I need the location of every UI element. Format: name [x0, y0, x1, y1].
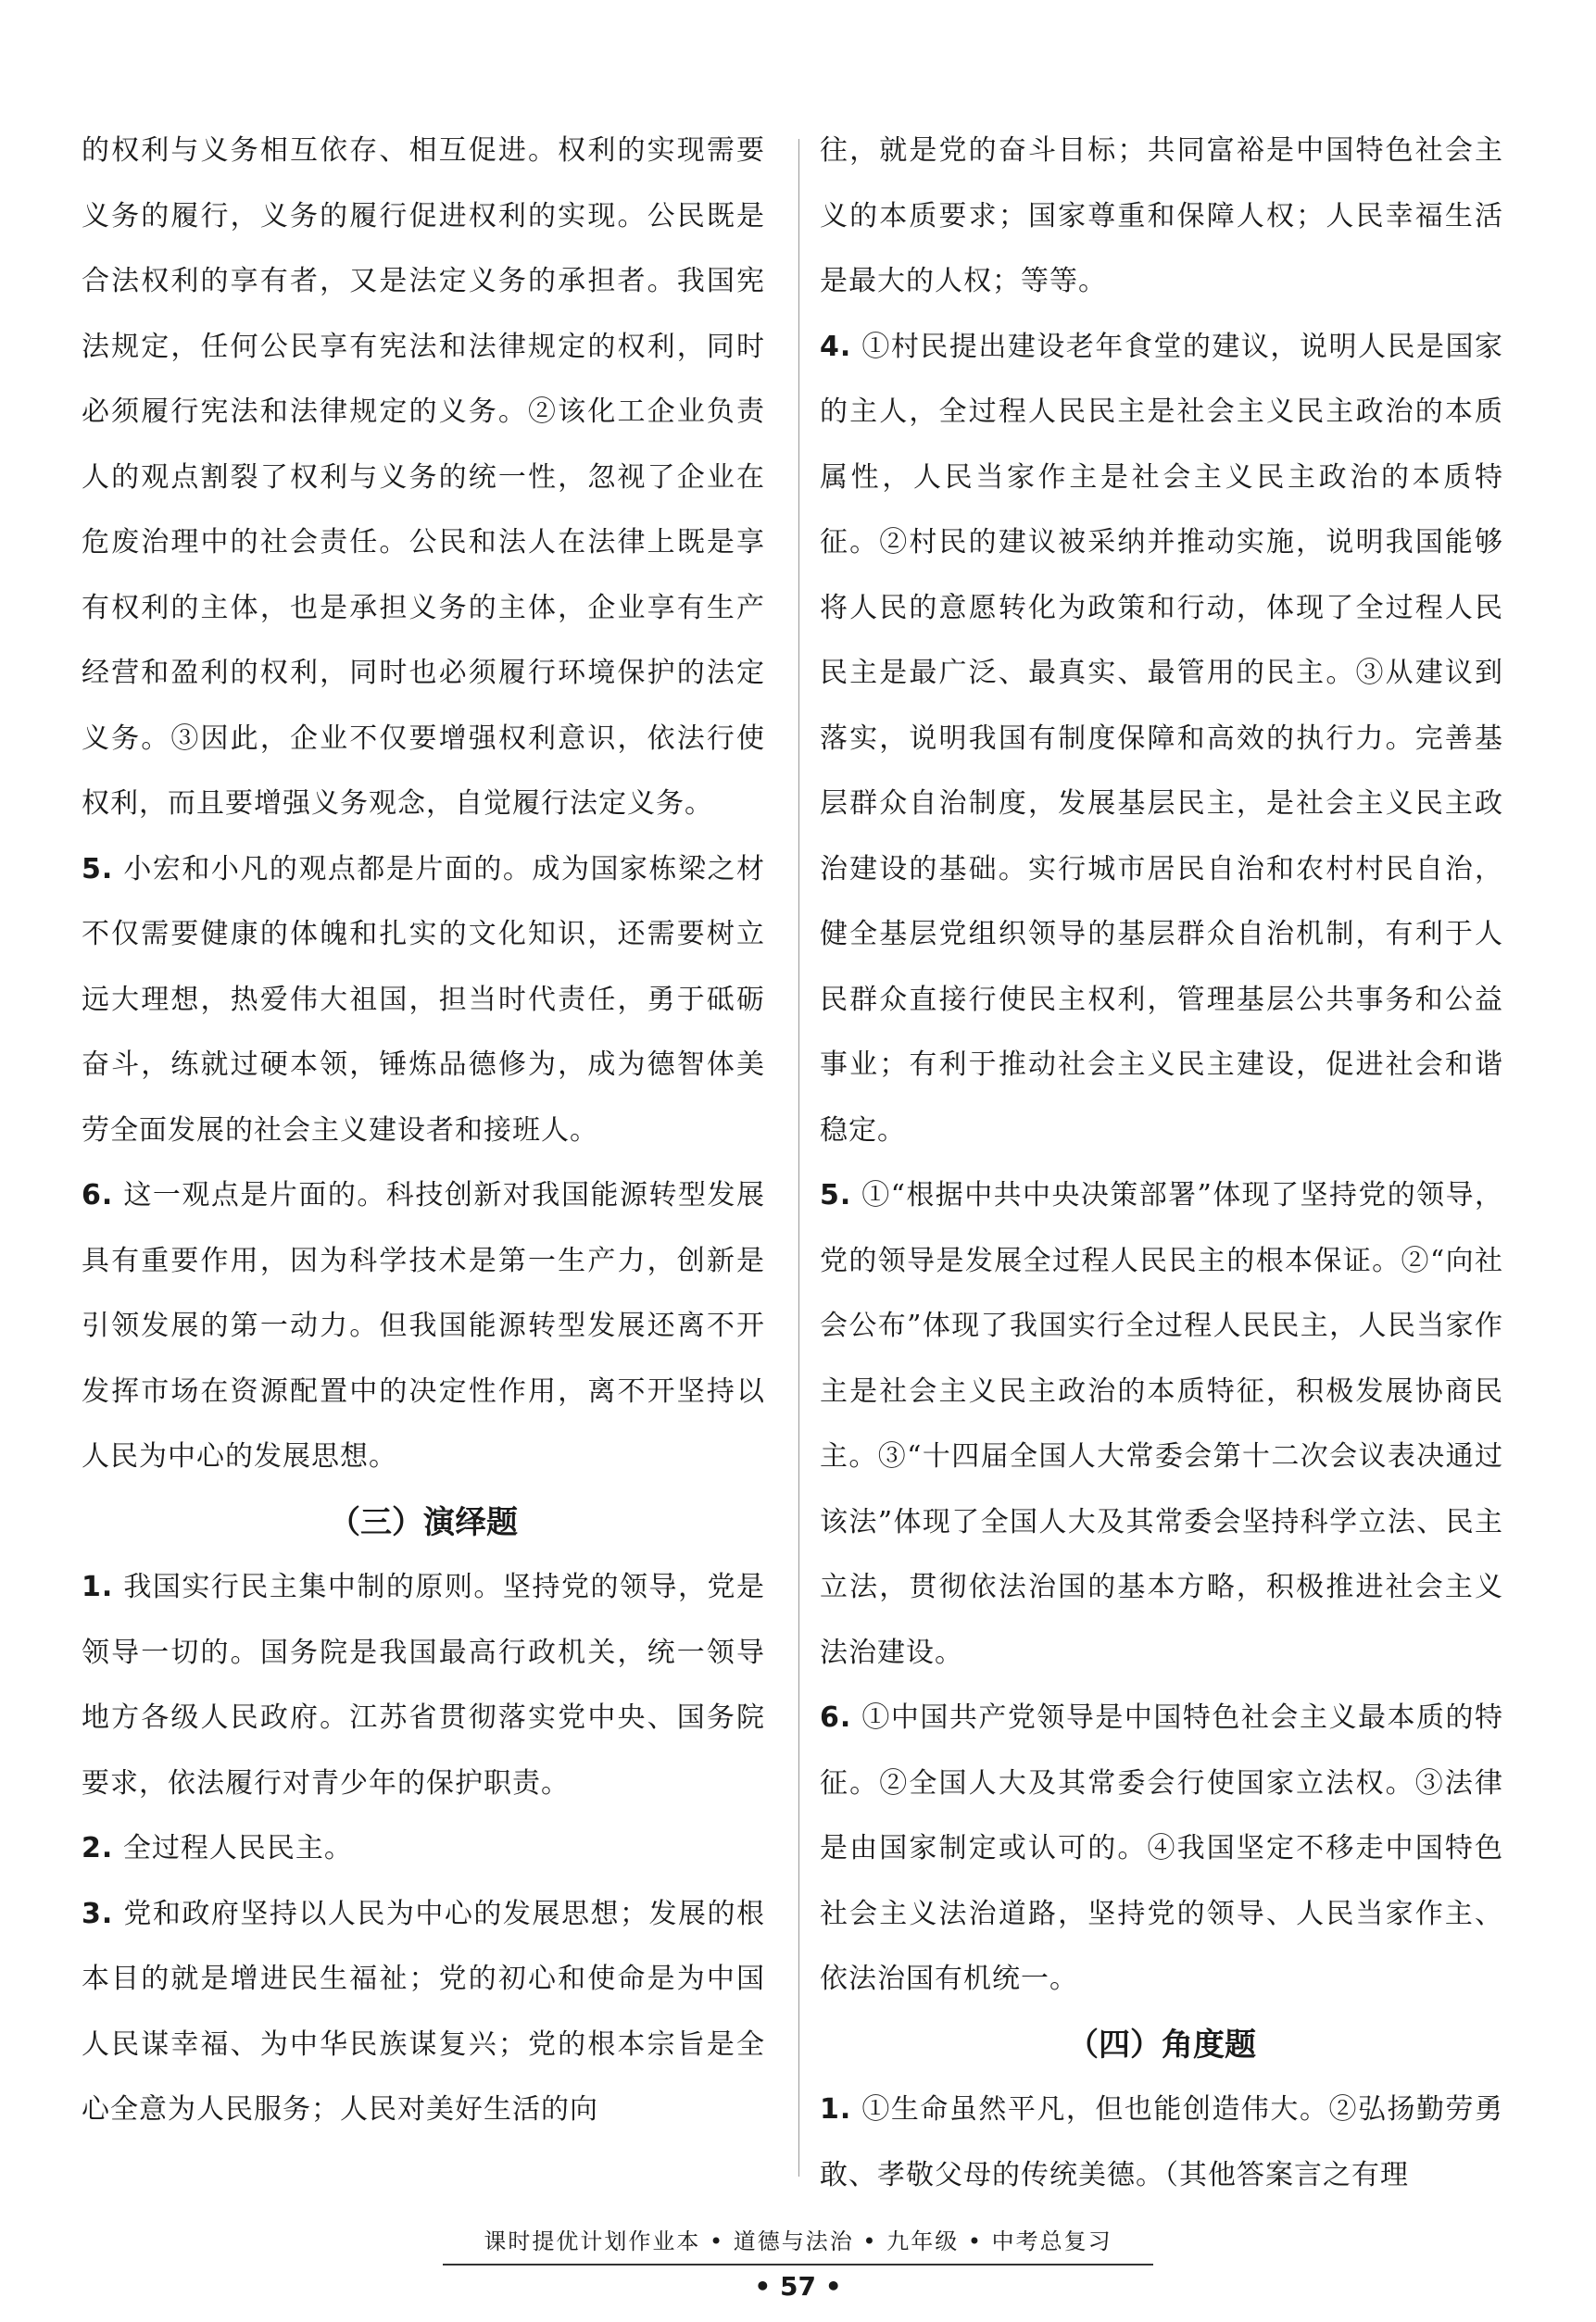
right-column [820, 119, 1503, 2208]
page-number: • 57 • [754, 2271, 842, 2302]
footer-rule [443, 2264, 1153, 2266]
left-column [82, 119, 765, 2143]
footer-book-title: 课时提优计划作业本 • 道德与法治 • 九年级 • 中考总复习 [484, 2228, 1112, 2254]
section-heading-deduction: （三）演绎题 [329, 1503, 518, 1541]
item-text: 这一观点是片面的。科技创新对我国能源转型发展具有重要作用，因为科学技术是第一生产力，创新是引领发展的第一动力。但我国能源转型发展还离不开发挥市场在资源配置中的决定性作用，离不开坚持以人民为中心的发展思想。 [82, 1179, 765, 1473]
item-text: ①村民提出建设老年食堂的建议，说明人民是国家的主人，全过程人民民主是社会主义民主政治的本质属性，人民当家作主是社会主义民主政治的本质特征。②村民的建议被采纳并推动实施，说明我国能够将人民的意愿转化为政策和行动，体现了全过程人民民主是最广泛、最真实、最管用的民主。③从建议到落实，说明我国有制度保障和高效的执行力。完善基层群众自治制度，发展基层民主，是社会主义民主政治建设的基础。实行城市居民自治和农村村民自治，健全基层党组织领导的基层群众自治机制，有利于人民群众直接行使民主权利，管理基层公共事务和公益事业；有利于推动社会主义民主建设，促进社会和谐稳定。 [820, 330, 1503, 1147]
item-text: ①“根据中共中央决策部署”体现了坚持党的领导，党的领导是发展全过程人民民主的根本保证。②“向社会公布”体现了我国实行全过程人民民主，人民当家作主是社会主义民主政治的本质特征，积极发展协商民主。③“十四届全国人大常委会第十二次会议表决通过该法”体现了全国人大及其常委会坚持科学立法、民主立法，贯彻依法治国的基本方略，积极推进社会主义法治建设。 [820, 1179, 1503, 1669]
answer-item-5 [820, 1163, 1503, 1686]
item-number: 4. [820, 330, 852, 363]
item-number: 5. [820, 1179, 852, 1211]
item-text: 全过程人民民主。 [122, 1832, 353, 1864]
item-number: 3. [82, 1897, 114, 1930]
item-text: 党和政府坚持以人民为中心的发展思想；发展的根本目的就是增进民生福祉；党的初心和使命是为中国人民谋幸福、为中华民族谋复兴；党的根本宗旨是全心全意为人民服务；人民对美好生活的向 [82, 1897, 765, 2126]
item-number: 5. [82, 852, 114, 885]
answer-item-2 [82, 1816, 765, 1882]
item-number: 2. [82, 1832, 114, 1864]
item-number: 6. [820, 1701, 852, 1734]
paragraph-continued: 往，就是党的奋斗目标；共同富裕是中国特色社会主义的本质要求；国家尊重和保障人权；人民幸福生活是最大的人权；等等。 [820, 134, 1503, 297]
answer-item-5 [82, 837, 765, 1164]
paragraph-rights-duties: 的权利与义务相互依存、相互促进。权利的实现需要义务的履行，义务的履行促进权利的实现。公民既是合法权利的享有者，又是法定义务的承担者。我国宪法规定，任何公民享有宪法和法律规定的权利，同时必须履行宪法和法律规定的义务。②该化工企业负责人的观点割裂了权利与义务的统一性，忽视了企业在危废治理中的社会责任。公民和法人在法律上既是享有权利的主体，也是承担义务的主体，企业享有生产经营和盈利的权利，同时也必须履行环境保护的法定义务。③因此，企业不仅要增强权利意识，依法行使权利，而且要增强义务观念，自觉履行法定义务。 [82, 134, 765, 820]
answer-item-6 [82, 1163, 765, 1490]
answer-item-1 [82, 1555, 765, 1816]
item-text: ①中国共产党领导是中国特色社会主义最本质的特征。②全国人大及其常委会行使国家立法权。③法律是由国家制定或认可的。④我国坚定不移走中国特色社会主义法治道路，坚持党的领导、人民当家作主、依法治国有机统一。 [820, 1701, 1503, 1995]
answer-item-4 [820, 315, 1503, 1164]
answer-item-6 [820, 1686, 1503, 2013]
item-text: ①生命虽然平凡，但也能创造伟大。②弘扬勤劳勇敢、孝敬父母的传统美德。（其他答案言之有理 [820, 2093, 1503, 2191]
section-heading-perspective: （四）角度题 [1067, 2026, 1256, 2064]
column-divider [798, 139, 799, 2177]
item-number: 6. [82, 1179, 114, 1211]
item-number: 1. [82, 1571, 114, 1603]
item-text: 我国实行民主集中制的原则。坚持党的领导，党是领导一切的。国务院是我国最高行政机关，统一领导地方各级人民政府。江苏省贯彻落实党中央、国务院要求，依法履行对青少年的保护职责。 [82, 1571, 765, 1800]
answer-item-1 [820, 2077, 1503, 2208]
answer-item-3 [82, 1882, 765, 2143]
item-number: 1. [820, 2093, 852, 2126]
item-text: 小宏和小凡的观点都是片面的。成为国家栋梁之材不仅需要健康的体魄和扎实的文化知识，还需要树立远大理想，热爱伟大祖国，担当时代责任，勇于砥砺奋斗，练就过硬本领，锤炼品德修为，成为德智体美劳全面发展的社会主义建设者和接班人。 [82, 852, 765, 1147]
